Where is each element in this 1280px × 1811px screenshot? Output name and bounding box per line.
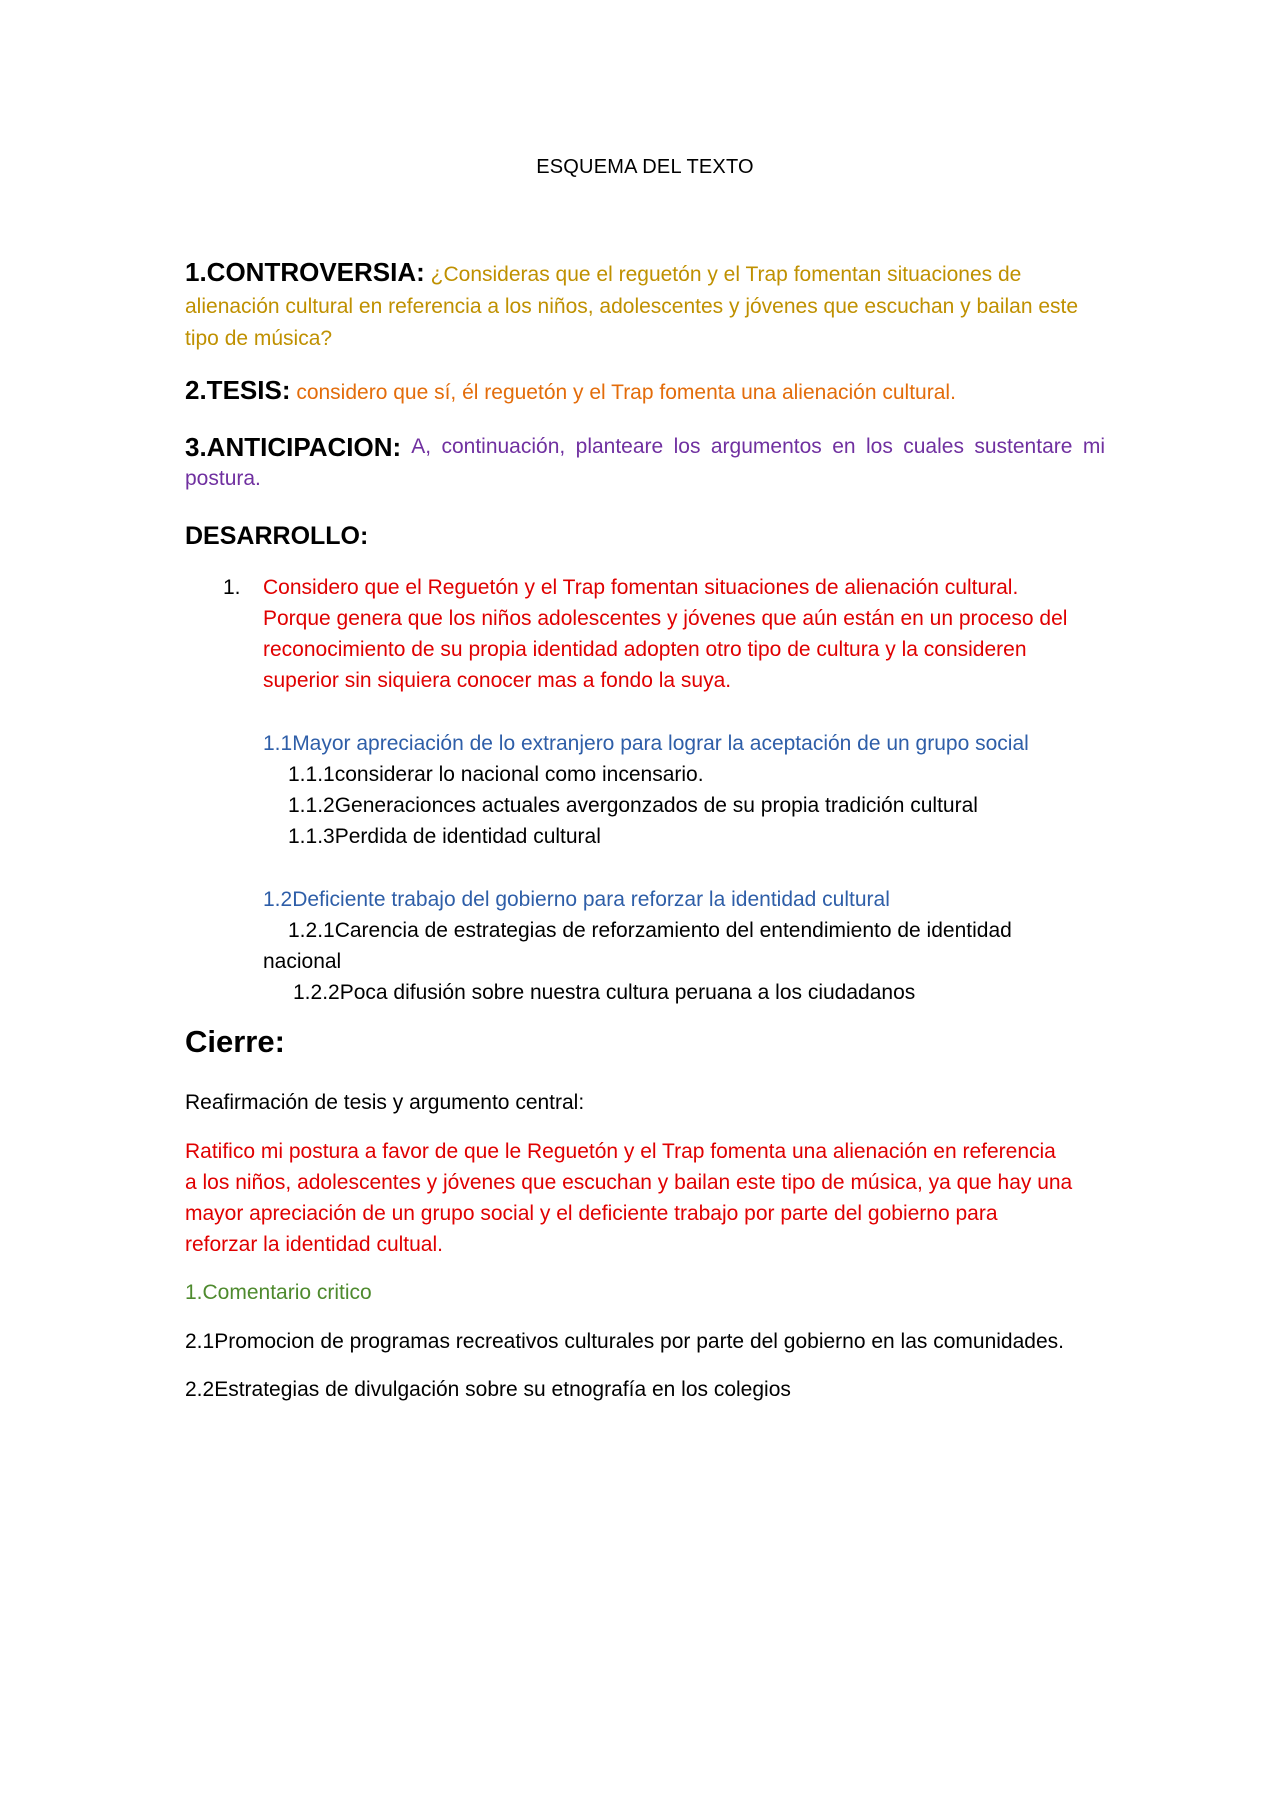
- ratifico-line-4: reforzar la identidad cultual.: [185, 1233, 443, 1256]
- controversia-text-line-1: ¿Consideras que el reguetón y el Trap fomentan situaciones de: [430, 263, 1022, 286]
- argument-line-1: Considero que el Reguetón y el Trap fomentan situaciones de alienación cultural.: [263, 576, 1019, 599]
- tesis-label: 2.TESIS:: [185, 375, 291, 405]
- reafirmacion-label: Reafirmación de tesis y argumento central:: [185, 1091, 585, 1114]
- comentario-critico: 1.Comentario critico: [185, 1281, 372, 1304]
- ratifico-line-3: mayor apreciación de un grupo social y el deficiente trabajo por parte del gobierno para: [185, 1202, 998, 1225]
- cierre-heading: Cierre:: [185, 1024, 285, 1059]
- anticipacion-label: 3.ANTICIPACION:: [185, 432, 402, 462]
- desarrollo-heading: DESARROLLO:: [185, 522, 369, 550]
- subsection-1-1-item-3: 1.1.3Perdida de identidad cultural: [288, 825, 601, 848]
- controversia-text-line-2: alienación cultural en referencia a los niños, adolescentes y jóvenes que escuchan y bailan este: [185, 295, 1079, 318]
- tesis-text: considero que sí, él reguetón y el Trap fomenta una alienación cultural.: [296, 381, 956, 404]
- subsection-1-2-item-1-line-1: 1.2.1Carencia de estrategias de reforzamiento del entendimiento de identidad: [288, 919, 1012, 942]
- tesis-section: [185, 374, 1105, 409]
- ratifico-line-2: a los niños, adolescentes y jóvenes que escuchan y bailan este tipo de música, ya que hay una: [185, 1171, 1073, 1194]
- anticipacion-text-line-2: postura.: [185, 467, 261, 490]
- anticipacion-section: [185, 431, 1105, 495]
- subsection-1-1-title: 1.1Mayor apreciación de lo extranjero para lograr la aceptación de un grupo social: [263, 732, 1029, 755]
- subsection-1-2-item-2: 1.2.2Poca difusión sobre nuestra cultura peruana a los ciudadanos: [293, 981, 916, 1004]
- controversia-label: 1.CONTROVERSIA:: [185, 257, 425, 287]
- argument-line-2: Porque genera que los niños adolescentes y jóvenes que aún están en un proceso del: [263, 607, 1068, 630]
- argument-line-3: reconocimiento de su propia identidad adopten otro tipo de cultura y la consideren: [263, 638, 1027, 661]
- cierre-item-2-1: 2.1Promocion de programas recreativos culturales por parte del gobierno en las comunidades.: [185, 1330, 1064, 1353]
- argument-line-4: superior sin siquiera conocer mas a fondo la suya.: [263, 669, 732, 692]
- ratifico-line-1: Ratifico mi postura a favor de que le Reguetón y el Trap fomenta una alienación en referencia: [185, 1140, 1056, 1163]
- controversia-text-line-3: tipo de música?: [185, 327, 333, 350]
- controversia-section: [185, 256, 1105, 355]
- subsection-1-1-item-1: 1.1.1considerar lo nacional como incensario.: [288, 763, 704, 786]
- subsection-1-2-title: 1.2Deficiente trabajo del gobierno para reforzar la identidad cultural: [263, 888, 890, 911]
- argument-number: 1.: [223, 576, 241, 599]
- cierre-item-2-2: 2.2Estrategias de divulgación sobre su etnografía en los colegios: [185, 1378, 791, 1401]
- document-title: ESQUEMA DEL TEXTO: [536, 156, 754, 178]
- subsection-1-2-item-1-line-2: nacional: [263, 950, 342, 973]
- subsection-1-1-item-2: 1.1.2Generacionces actuales avergonzados de su propia tradición cultural: [288, 794, 978, 817]
- anticipacion-text-line-1: A, continuación, planteare los argumentos en los cuales sustentare mi: [411, 435, 1105, 458]
